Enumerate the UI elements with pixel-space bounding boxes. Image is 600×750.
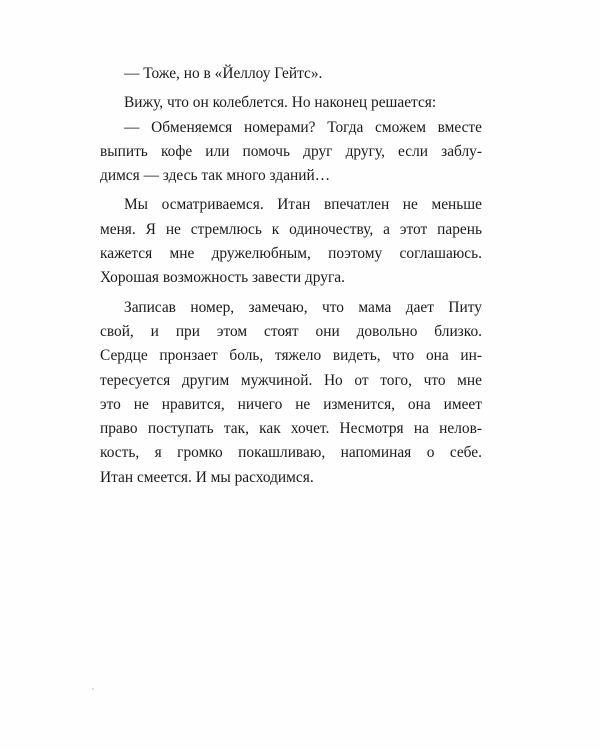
paragraph-3 — [100, 116, 482, 189]
text-line: Хорошая возможность завести друга. — [100, 269, 345, 287]
text-line: Вижу, что он колеблется. Но наконец решается: — [124, 94, 437, 112]
paragraph-4 — [100, 193, 482, 290]
text-line: право поступать так, как хочет. Несмотря на нелов- — [100, 420, 482, 438]
text-line: кажется мне дружелюбным, поэтому соглашаюсь. — [100, 245, 482, 263]
text-line: это не нравится, ничего не изменится, она имеет — [100, 395, 482, 413]
text-line: Мы осматриваемся. Итан впечатлен не меньше — [124, 196, 482, 214]
text-line: Сердце пронзает боль, тяжело видеть, что она ин- — [100, 347, 482, 365]
text-line: — Обменяемся номерами? Тогда сможем вместе — [124, 118, 482, 136]
text-line: Итан смеется. И мы расходимся. — [100, 468, 314, 486]
text-line: меня. Я не стремлюсь к одиночеству, а этот парень — [100, 220, 482, 238]
paragraph-5 — [100, 296, 482, 490]
text-line: Записав номер, замечаю, что мама дает Питу — [124, 298, 482, 316]
text-line: кость, я громко покашливаю, напоминая о себе. — [100, 444, 482, 462]
text-line: тересуется другим мужчиной. Но от того, что мне — [100, 371, 482, 389]
text-line: димся — здесь так много зданий… — [100, 167, 331, 185]
body-text — [100, 62, 482, 490]
page-edge-mark — [92, 688, 94, 690]
text-line: свой, и при этом стоят они довольно близко. — [100, 322, 482, 340]
paragraph-1 — [100, 62, 482, 86]
paragraph-2 — [100, 91, 482, 115]
text-line: выпить кофе или помочь друг другу, если заблу- — [100, 142, 482, 160]
text-line: — Тоже, но в «Йеллоу Гейтс». — [124, 65, 323, 82]
